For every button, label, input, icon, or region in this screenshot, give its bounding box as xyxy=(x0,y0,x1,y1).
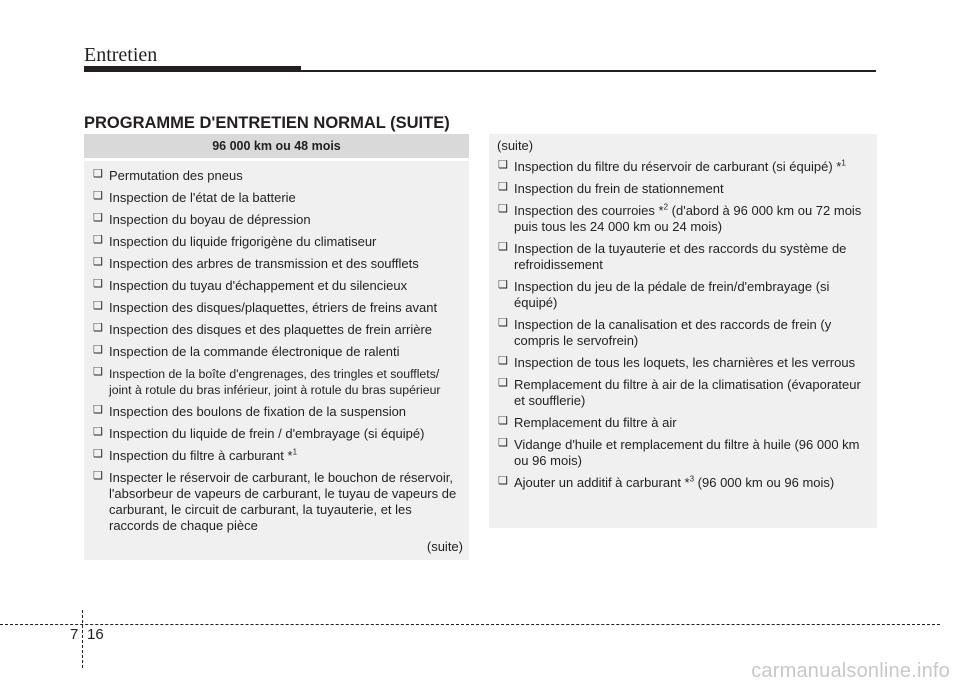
section-title: PROGRAMME D'ENTRETIEN NORMAL (SUITE) xyxy=(84,114,450,132)
item-text: Inspection du tuyau d'échappement et du silencieux xyxy=(109,278,408,293)
list-item xyxy=(489,200,877,238)
header-rule-thin xyxy=(301,70,876,72)
item-text: Vidange d'huile et remplacement du filtre à huile (96 000 km ou 96 mois) xyxy=(514,437,860,468)
footer-page-divider xyxy=(82,610,83,668)
list-item xyxy=(84,423,469,445)
list-item xyxy=(489,156,877,178)
footer-dashed-rule xyxy=(0,624,940,625)
list-item xyxy=(489,434,877,472)
item-text: Remplacement du filtre à air de la climatisation (évaporateur et soufflerie) xyxy=(514,377,861,408)
checkbox-icon: ❑ xyxy=(498,317,508,329)
item-text: Inspection des disques et des plaquettes de frein arrière xyxy=(109,322,433,337)
header-title: Entretien xyxy=(84,44,158,66)
checkbox-icon: ❑ xyxy=(498,159,508,171)
list-item xyxy=(489,412,877,434)
checkbox-icon: ❑ xyxy=(93,404,103,416)
checkbox-icon: ❑ xyxy=(498,203,508,215)
list-item xyxy=(84,341,469,363)
checkbox-icon: ❑ xyxy=(498,415,508,427)
item-text: Inspecter le réservoir de carburant, le bouchon de réservoir, l'absorbeur de vapeurs de carburant, le tuyau de vapeurs de carburant, le circuit de carburant, la tuyauterie, et les raccords de chaque pièce xyxy=(109,470,457,533)
page-number: 16 xyxy=(87,626,104,643)
footnote-marker: 1 xyxy=(841,158,846,168)
list-item xyxy=(84,165,469,187)
checkbox-icon: ❑ xyxy=(498,475,508,487)
continued-from-note: (suite) xyxy=(497,138,534,153)
item-text-continued: (96 000 km ou 96 mois) xyxy=(694,475,835,490)
right-item-list xyxy=(489,156,877,494)
list-item xyxy=(84,231,469,253)
item-text-continued: (d'abord à 96 000 km ou 72 mois puis tous les 24 000 km ou 24 mois) xyxy=(514,203,862,234)
item-text: Inspection du boyau de dépression xyxy=(109,212,311,227)
item-text: Inspection des boulons de fixation de la suspension xyxy=(109,404,407,419)
item-text: Inspection de la commande électronique de ralenti xyxy=(109,344,400,359)
list-item xyxy=(84,319,469,341)
interval-heading: 96 000 km ou 48 mois xyxy=(84,134,469,161)
list-item xyxy=(84,187,469,209)
checkbox-icon: ❑ xyxy=(93,448,103,460)
checkbox-icon: ❑ xyxy=(498,279,508,291)
item-text: Inspection du jeu de la pédale de frein/d'embrayage (si équipé) xyxy=(514,279,830,310)
item-text: Ajouter un additif à carburant * xyxy=(514,475,690,490)
left-item-list xyxy=(84,161,469,537)
checkbox-icon: ❑ xyxy=(93,234,103,246)
continued-note: (suite) xyxy=(426,539,463,554)
list-item xyxy=(489,314,877,352)
checkbox-icon: ❑ xyxy=(498,377,508,389)
checkbox-icon: ❑ xyxy=(498,181,508,193)
list-item xyxy=(84,253,469,275)
item-text: Inspection de la canalisation et des raccords de frein (y compris le servofrein) xyxy=(514,317,832,348)
left-maintenance-panel xyxy=(84,134,469,560)
checkbox-icon: ❑ xyxy=(93,366,103,378)
item-text: Inspection de la boîte d'engrenages, des tringles et soufflets/ joint à rotule du bras inférieur, joint à rotule du bras supérieur xyxy=(109,367,441,397)
checkbox-icon: ❑ xyxy=(93,168,103,180)
right-maintenance-panel xyxy=(489,134,877,528)
list-item xyxy=(489,472,877,494)
watermark: carmanualsonline.info xyxy=(751,660,950,682)
item-text: Inspection du frein de stationnement xyxy=(514,181,724,196)
item-text: Inspection du filtre du réservoir de carburant (si équipé) * xyxy=(514,159,842,174)
list-item xyxy=(84,467,469,537)
checkbox-icon: ❑ xyxy=(93,190,103,202)
checkbox-icon: ❑ xyxy=(93,300,103,312)
list-item xyxy=(489,276,877,314)
list-item xyxy=(489,178,877,200)
list-item xyxy=(84,445,469,467)
item-text: Inspection du liquide de frein / d'embrayage (si équipé) xyxy=(109,426,425,441)
list-item xyxy=(84,363,469,401)
item-text: Inspection du filtre à carburant * xyxy=(109,448,293,463)
list-item xyxy=(84,275,469,297)
list-item xyxy=(489,374,877,412)
list-item xyxy=(84,209,469,231)
checkbox-icon: ❑ xyxy=(93,256,103,268)
checkbox-icon: ❑ xyxy=(93,344,103,356)
footnote-marker: 3 xyxy=(689,474,695,484)
footnote-marker: 1 xyxy=(292,447,298,457)
checkbox-icon: ❑ xyxy=(93,212,103,224)
footnote-marker: 2 xyxy=(663,202,669,212)
item-text: Inspection des disques/plaquettes, étriers de freins avant xyxy=(109,300,438,315)
checkbox-icon: ❑ xyxy=(93,278,103,290)
checkbox-icon: ❑ xyxy=(93,470,103,482)
list-item xyxy=(489,352,877,374)
item-text: Inspection de l'état de la batterie xyxy=(109,190,296,205)
list-item xyxy=(84,297,469,319)
item-text: Inspection de la tuyauterie et des raccords du système de refroidissement xyxy=(514,241,847,272)
item-text: Inspection du liquide frigorigène du climatiseur xyxy=(109,234,377,249)
checkbox-icon: ❑ xyxy=(93,322,103,334)
checkbox-icon: ❑ xyxy=(498,241,508,253)
chapter-number: 7 xyxy=(70,626,79,643)
checkbox-icon: ❑ xyxy=(93,426,103,438)
checkbox-icon: ❑ xyxy=(498,355,508,367)
item-text: Remplacement du filtre à air xyxy=(514,415,677,430)
item-text: Permutation des pneus xyxy=(109,168,243,183)
item-text: Inspection des courroies * xyxy=(514,203,664,218)
list-item xyxy=(84,401,469,423)
header-rule-thick xyxy=(84,66,301,72)
item-text: Inspection de tous les loquets, les charnières et les verrous xyxy=(514,355,856,370)
item-text: Inspection des arbres de transmission et des soufflets xyxy=(109,256,419,271)
checkbox-icon: ❑ xyxy=(498,437,508,449)
list-item xyxy=(489,238,877,276)
